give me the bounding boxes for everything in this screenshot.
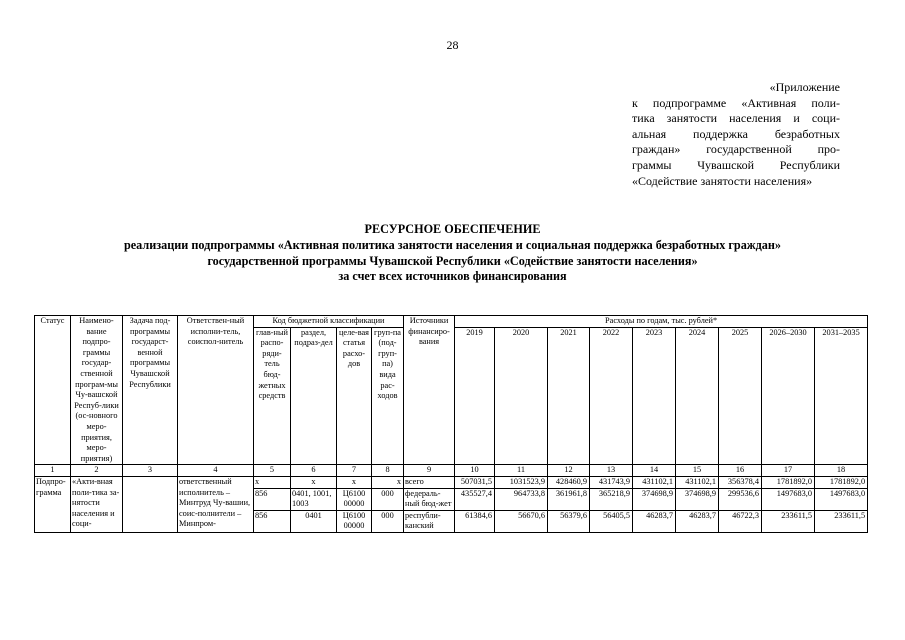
group-cell: 000 bbox=[372, 488, 404, 510]
col-number: 12 bbox=[548, 465, 590, 477]
value-cell: 374698,9 bbox=[633, 488, 676, 510]
appendix-line: «Содействие занятости населения» bbox=[632, 173, 813, 188]
header-target: целе-вая статья расхо-дов bbox=[337, 327, 372, 465]
task-cell bbox=[123, 476, 178, 532]
value-cell: 365218,9 bbox=[590, 488, 633, 510]
value-cell: 374698,9 bbox=[676, 488, 719, 510]
header-year: 2024 bbox=[676, 327, 719, 465]
appendix-note bbox=[632, 80, 840, 189]
header-year: 2023 bbox=[633, 327, 676, 465]
value-cell: 299536,6 bbox=[719, 488, 762, 510]
col-number: 6 bbox=[291, 465, 337, 477]
resource-table bbox=[34, 315, 868, 533]
group-cell: 000 bbox=[372, 510, 404, 532]
appendix-line: граммы Чувашской Республики bbox=[632, 157, 840, 172]
value-cell: 507031,5 bbox=[455, 476, 495, 488]
value-cell: 56670,6 bbox=[495, 510, 548, 532]
table-row bbox=[35, 476, 868, 488]
value-cell: 46722,3 bbox=[719, 510, 762, 532]
value-cell: 361961,8 bbox=[548, 488, 590, 510]
value-cell: 56379,6 bbox=[548, 510, 590, 532]
header-task: Задача под-программы государст-венной программы Чувашской Республики bbox=[123, 316, 178, 465]
value-cell: 1781892,0 bbox=[762, 476, 815, 488]
value-cell: 56405,5 bbox=[590, 510, 633, 532]
document-title bbox=[0, 222, 905, 285]
header-year: 2026–2030 bbox=[762, 327, 815, 465]
col-number: 9 bbox=[404, 465, 455, 477]
column-numbers-row bbox=[35, 465, 868, 477]
target-cell: x bbox=[337, 476, 372, 488]
appendix-line: альная поддержка безработных bbox=[632, 126, 840, 141]
header-sources: Источники финансиро-вания bbox=[404, 316, 455, 465]
group-cell: x bbox=[372, 476, 404, 488]
value-cell: 428460,9 bbox=[548, 476, 590, 488]
col-number: 8 bbox=[372, 465, 404, 477]
page-number: 28 bbox=[446, 38, 459, 52]
source-cell: федераль-ный бюд-жет bbox=[404, 488, 455, 510]
col-number: 15 bbox=[676, 465, 719, 477]
header-name: Наимено-вание подпро-граммы государ-ственной програм-мы Чу-вашской Респуб-лики (ос-новного меро-приятия, меро-приятия) bbox=[71, 316, 123, 465]
value-cell: 46283,7 bbox=[633, 510, 676, 532]
responsible-cell: ответственный исполнитель – Минтруд Чу-вашии, соис-полнители – Минпром- bbox=[178, 476, 254, 532]
section-cell: 0401 bbox=[291, 510, 337, 532]
value-cell: 1031523,9 bbox=[495, 476, 548, 488]
value-cell: 431102,1 bbox=[676, 476, 719, 488]
chief-cell: x bbox=[254, 476, 291, 488]
header-year: 2025 bbox=[719, 327, 762, 465]
col-number: 17 bbox=[762, 465, 815, 477]
header-budget-code: Код бюджетной классификации bbox=[254, 316, 404, 328]
header-row bbox=[35, 316, 868, 328]
value-cell: 46283,7 bbox=[676, 510, 719, 532]
col-number: 3 bbox=[123, 465, 178, 477]
appendix-line: тика занятости населения и соци- bbox=[632, 111, 840, 126]
chief-cell: 856 bbox=[254, 488, 291, 510]
col-number: 5 bbox=[254, 465, 291, 477]
header-chief: глав-ный распо-ряди-тель бюд-жетных средств bbox=[254, 327, 291, 465]
value-cell: 1497683,0 bbox=[815, 488, 868, 510]
header-status: Статус bbox=[35, 316, 71, 465]
header-year: 2020 bbox=[495, 327, 548, 465]
appendix-line: граждан» государственной про- bbox=[632, 142, 840, 157]
col-number: 13 bbox=[590, 465, 633, 477]
col-number: 16 bbox=[719, 465, 762, 477]
col-number: 2 bbox=[71, 465, 123, 477]
title-line: реализации подпрограммы «Активная политика занятости населения и социальная поддержка безработных граждан» bbox=[123, 237, 782, 252]
header-expenses: Расходы по годам, тыс. рублей* bbox=[455, 316, 868, 328]
header-section: раздел, подраз-дел bbox=[291, 327, 337, 465]
col-number: 1 bbox=[35, 465, 71, 477]
value-cell: 61384,6 bbox=[455, 510, 495, 532]
header-year: 2022 bbox=[590, 327, 633, 465]
value-cell: 964733,8 bbox=[495, 488, 548, 510]
value-cell: 431743,9 bbox=[590, 476, 633, 488]
source-cell: всего bbox=[404, 476, 455, 488]
col-number: 11 bbox=[495, 465, 548, 477]
section-cell: x bbox=[291, 476, 337, 488]
program-name-cell: «Акти-вная поли-тика за-нятости населения и соци- bbox=[71, 476, 123, 532]
value-cell: 233611,5 bbox=[762, 510, 815, 532]
title-line: РЕСУРСНОЕ ОБЕСПЕЧЕНИЕ bbox=[364, 222, 541, 236]
value-cell: 233611,5 bbox=[815, 510, 868, 532]
source-cell: республи-канский bbox=[404, 510, 455, 532]
col-number: 14 bbox=[633, 465, 676, 477]
title-line: государственной программы Чувашской Республики «Содействие занятости населения» bbox=[207, 253, 698, 268]
value-cell: 1781892,0 bbox=[815, 476, 868, 488]
value-cell: 1497683,0 bbox=[762, 488, 815, 510]
header-year: 2031–2035 bbox=[815, 327, 868, 465]
target-cell: Ц6100 00000 bbox=[337, 488, 372, 510]
section-cell: 0401, 1001, 1003 bbox=[291, 488, 337, 510]
header-year: 2019 bbox=[455, 327, 495, 465]
col-number: 7 bbox=[337, 465, 372, 477]
appendix-line: к подпрограмме «Активная поли- bbox=[632, 95, 840, 110]
status-cell: Подпро-грамма bbox=[35, 476, 71, 532]
col-number: 4 bbox=[178, 465, 254, 477]
header-responsible: Ответствен-ный исполни-тель, соиспол-нитель bbox=[178, 316, 254, 465]
col-number: 18 bbox=[815, 465, 868, 477]
col-number: 10 bbox=[455, 465, 495, 477]
value-cell: 431102,1 bbox=[633, 476, 676, 488]
chief-cell: 856 bbox=[254, 510, 291, 532]
target-cell: Ц6100 00000 bbox=[337, 510, 372, 532]
appendix-line: «Приложение bbox=[769, 80, 840, 94]
value-cell: 435527,4 bbox=[455, 488, 495, 510]
header-group: груп-па (под-груп-па) вида рас-ходов bbox=[372, 327, 404, 465]
value-cell: 356378,4 bbox=[719, 476, 762, 488]
header-year: 2021 bbox=[548, 327, 590, 465]
title-line: за счет всех источников финансирования bbox=[338, 269, 567, 284]
